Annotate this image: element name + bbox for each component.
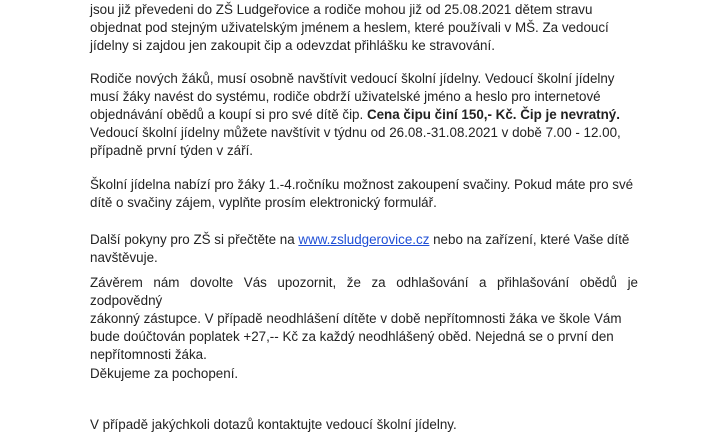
school-website-link[interactable]: www.zsludgerovice.cz (298, 232, 430, 247)
text-line: Rodiče nových žáků, musí osobně navštívit vedoucí školní jídelny. Vedoucí školní jídelny (90, 71, 615, 86)
text-line: navštěvuje. (90, 250, 158, 265)
text-line: nebo na zařízení, které Vaše dítě (429, 232, 630, 247)
paragraph-cancellation-notice (90, 274, 638, 364)
text-line: V případě jakýchkoli dotazů kontaktujte vedoucí školní jídelny. (90, 417, 457, 432)
paragraph-new-pupils (90, 70, 638, 160)
chip-price-notice: Cena čipu činí 150,- Kč. Čip je nevratný. (366, 107, 620, 122)
text-line: jídelny si zajdou jen zakoupit čip a odevzdat přihlášku ke stravování. (90, 38, 495, 53)
text-line: musí žáky navést do systému, rodiče obdrží uživatelské jméno a heslo pro internetové (90, 89, 601, 104)
paragraph-contact (90, 416, 457, 434)
paragraph-snacks (90, 176, 638, 212)
text-line: Děkujeme za pochopení. (90, 366, 239, 381)
text-line: objednávání obědů a koupí si pro své dítě čip. (90, 107, 367, 122)
paragraph-thanks (90, 365, 638, 383)
text-line: bude doúčtován poplatek +27,-- Kč za každý neodhlášený oběd. Nejedná se o první den (90, 329, 614, 344)
paragraph-existing-pupils (90, 1, 638, 55)
text-line: případně první týden v září. (90, 143, 254, 158)
text-line: zákonný zástupce. V případě neodhlášení dítěte v době nepřítomnosti žáka ve škole Vám (90, 311, 622, 326)
text-line: objednat pod stejným uživatelským jménem a heslem, které používali v MŠ. Za vedoucí (90, 20, 609, 35)
text-line: Závěrem nám dovolte Vás upozornit, že za odhlašování a přihlašování obědů je zodpovědný (90, 275, 638, 308)
text-line: Vedoucí školní jídelny můžete navštívit v týdnu od 26.08.-31.08.2021 v době 7.00 - 12.00, (90, 125, 621, 140)
text-line: jsou již převedeni do ZŠ Ludgeřovice a rodiče mohou již od 25.08.2021 dětem stravu (90, 2, 593, 17)
text-line: Další pokyny pro ZŠ si přečtěte na (90, 232, 299, 247)
paragraph-further-instructions (90, 231, 638, 267)
text-line: Školní jídelna nabízí pro žáky 1.-4.ročníku možnost zakoupení svačiny. Pokud máte pro své (90, 177, 634, 192)
text-line: nepřítomnosti žáka. (90, 347, 207, 362)
text-line: dítě o svačiny zájem, vyplňte prosím elektronický formulář. (90, 195, 437, 210)
